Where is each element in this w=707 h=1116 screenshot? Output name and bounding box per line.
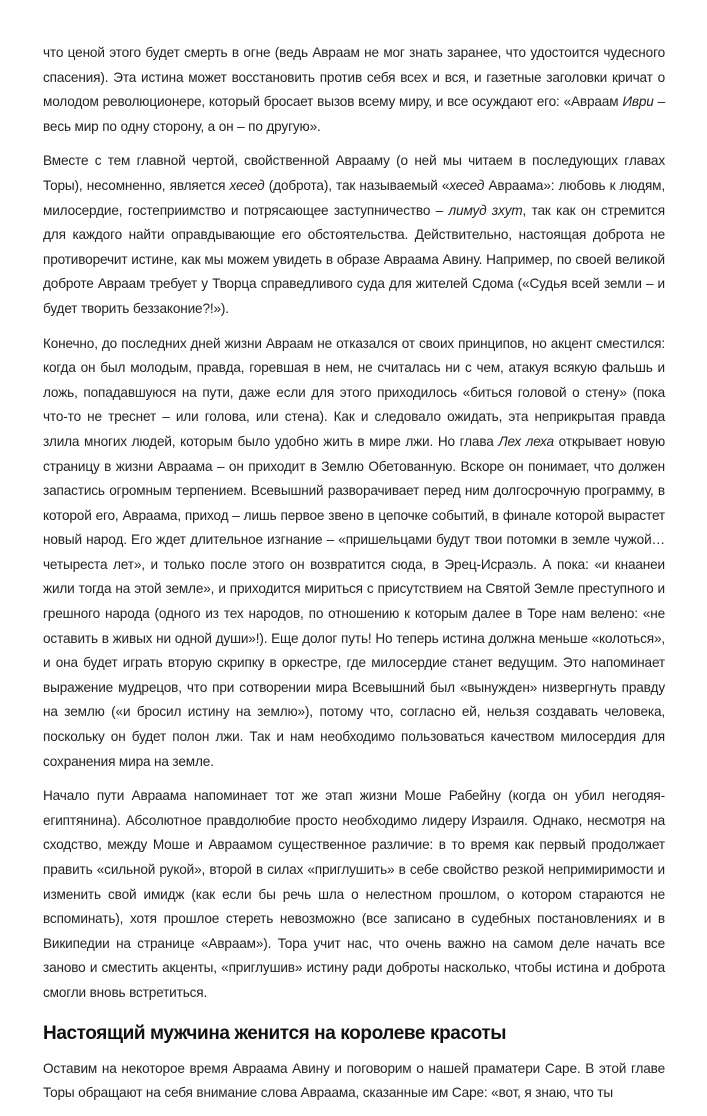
italic-term-hesed: хесед <box>449 177 485 193</box>
text-segment: открывает новую страницу в жизни Авраама – он приходит в Землю Обетованную. Вскоре он понимает, что должен запастись огромным терпением. Всевышний разворачивает перед ним долгосрочную программу, в которой его, Авраама, приход – лишь первое звено в цепочке событий, в финале которой вырастет новый народ. Его ждет длительное изгнание – «пришельцами будут твои потомки в земле чужой… четыреста лет», и только после этого он возвратится сюда, в Эрец-Исраэль. А пока: «и кнаанеи жили тогда на этой земле», и приходится мириться с присутствием на Святой Земле преступного и грешного народа (одного из тех народов, по отношению к которым далее в Торе нам велено: «не оставить в живых ни одной души»!). Еще долог путь! Но теперь истина должна меньше «колоться», и она будет играть вторую скрипку в оркестре, где милосердие станет ведущим. Это напоминает выражение мудрецов, что при сотворении мира Всевышний был «вынужден» низвергнуть правду на землю («и бросил истину на землю»), потому что, согласно ей, нельзя создавать человека, поскольку он будет полон лжи. Так и нам необходимо пользоваться качеством милосердия для сохранения мира на земле. <box>43 433 665 769</box>
text-segment: – весь мир по одну сторону, а он – по другую». <box>43 94 665 134</box>
paragraph-2 <box>43 149 665 321</box>
italic-term-lech-lecha: Лех леха <box>498 433 554 449</box>
text-segment: (доброта), так называемый « <box>264 177 450 193</box>
text-segment: , так как он стремится для каждого найти оправдывающие его обстоятельства. Действительно, настоящая доброта не противоречит истине, как мы можем увидеть в образе Авраама Авину. Например, по своей великой доброте Авраам требует у Творца справедливого суда для жителей Сдома («Судья всей земли – и будет творить беззаконие?!»). <box>43 202 665 316</box>
text-segment: Конечно, до последних дней жизни Авраам не отказался от своих принципов, но акцент сместился: когда он был молодым, правда, горевшая в нем, не считалась ни с чем, атакуя всякую фальшь и ложь, попадавшуюся на пути, даже если для этого приходилось «биться головой о стену» (пока что-то не треснет – или голова, или стена). Как и следовало ожидать, эта неприкрытая правда злила многих людей, которым было удобно жить в мире лжи. Но глава <box>43 335 665 449</box>
paragraph-5 <box>43 1057 665 1106</box>
section-heading: Настоящий мужчина женится на королеве красоты <box>43 1022 507 1044</box>
text-segment: Авраама»: любовь к людям, милосердие, гостеприимство и потрясающее заступничество – <box>43 177 665 218</box>
text-segment: Начало пути Авраама напоминает тот же этап жизни Моше Рабейну (когда он убил негодяя-египтянина). Абсолютное правдолюбие просто необходимо лидеру Израиля. Однако, несмотря на сходство, между Моше и Авраамом существенное различие: в то время как первый продолжает править «сильной рукой», второй в силах «приглушить» в себе свойство резкой непримиримости и изменить свой имидж (как если бы речь шла о нелестном прошлом, о котором стараются не вспоминать), хотя прошлое стереть невозможно (все записано в судебных постановлениях и в Википедии на странице «Авраам»). Тора учит нас, что очень важно на самом деле начать все заново и сместить акценты, «приглушив» истину ради доброты насколько, чтобы истина и доброта смогли вновь встретиться. <box>43 788 665 1000</box>
document-page <box>43 41 665 1116</box>
italic-term-hesed: хесед <box>229 177 265 193</box>
paragraph-1 <box>43 41 665 139</box>
paragraph-4 <box>43 784 665 1005</box>
text-segment: Оставим на некоторое время Авраама Авину и поговорим о нашей праматери Саре. В этой главе Торы обращают на себя внимание слова Авраама, сказанные им Саре: «вот, я знаю, что ты <box>43 1060 665 1101</box>
text-segment: что ценой этого будет смерть в огне (ведь Авраам не мог знать заранее, что удостоится чудесного спасения). Эта истина может восстановить против себя всех и вся, и газетные заголовки кричат о молодом революционере, который бросает вызов всему миру, и все осуждают его: «Авраам <box>43 45 665 110</box>
text-segment: Вместе с тем главной чертой, свойственной Аврааму (о ней мы читаем в последующих главах Торы), несомненно, является <box>43 153 665 193</box>
italic-term-ivri: Иври <box>622 94 654 110</box>
paragraph-3 <box>43 332 665 775</box>
italic-term-limud-zhut: лимуд зхут <box>448 202 523 218</box>
